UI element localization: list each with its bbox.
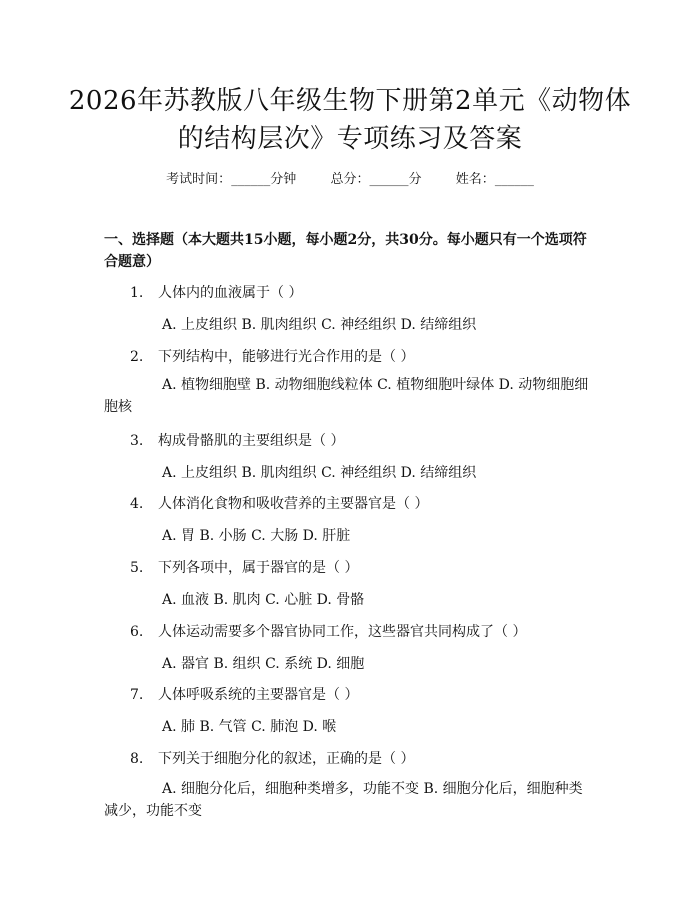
name-label: 姓名：	[455, 172, 495, 187]
question-number: 3.	[130, 433, 144, 449]
score-blank: ______	[369, 172, 409, 187]
question-number: 8.	[130, 751, 144, 767]
time-unit: 分钟	[270, 172, 297, 187]
question-1	[130, 282, 302, 304]
time-blank: ______	[231, 172, 271, 187]
name-blank: ______	[494, 172, 534, 187]
question-5-options: A. 血液 B. 肌肉 C. 心脏 D. 骨骼	[162, 592, 365, 608]
section-heading: 一、选择题（本大题共15小题，每小题2分，共30分。每小题只有一个选项符合题意）	[104, 232, 587, 270]
document-title: 2026年苏教版八年级生物下册第2单元《动物体的结构层次》专项练习及答案	[68, 86, 632, 154]
question-number: 2.	[130, 349, 144, 365]
question-3	[130, 430, 344, 452]
question-2-options: A. 植物细胞壁 B. 动物细胞线粒体 C. 植物细胞叶绿体 D. 动物细胞细胞核	[104, 377, 589, 415]
question-number: 4.	[130, 496, 144, 512]
question-2	[130, 346, 414, 368]
question-text: 人体消化食物和吸收营养的主要器官是（ ）	[158, 496, 429, 512]
question-number: 7.	[130, 687, 144, 703]
question-text: 人体内的血液属于（ ）	[158, 285, 303, 301]
question-3-options: A. 上皮组织 B. 肌肉组织 C. 神经组织 D. 结缔组织	[162, 465, 477, 481]
question-6	[130, 621, 526, 643]
question-4-options: A. 胃 B. 小肠 C. 大肠 D. 肝脏	[162, 528, 351, 544]
question-8	[130, 748, 414, 770]
question-number: 1.	[130, 285, 144, 301]
question-text: 下列各项中，属于器官的是（ ）	[158, 560, 359, 576]
question-7-options: A. 肺 B. 气管 C. 肺泡 D. 喉	[162, 719, 337, 735]
question-4	[130, 493, 428, 515]
question-text: 人体运动需要多个器官协同工作，这些器官共同构成了（ ）	[158, 624, 527, 640]
question-7	[130, 684, 358, 706]
exam-meta-line	[0, 170, 700, 190]
time-label: 考试时间：	[166, 172, 232, 187]
question-1-options: A. 上皮组织 B. 肌肉组织 C. 神经组织 D. 结缔组织	[162, 317, 477, 333]
question-8-options: A. 细胞分化后，细胞种类增多，功能不变 B. 细胞分化后，细胞种类减少，功能不变	[104, 781, 583, 819]
question-text: 构成骨骼肌的主要组织是（ ）	[158, 433, 345, 449]
question-number: 5.	[130, 560, 144, 576]
question-text: 人体呼吸系统的主要器官是（ ）	[158, 687, 359, 703]
question-text: 下列关于细胞分化的叙述，正确的是（ ）	[158, 751, 415, 767]
score-unit: 分	[408, 172, 422, 187]
question-6-options: A. 器官 B. 组织 C. 系统 D. 细胞	[162, 656, 365, 672]
score-label: 总分：	[330, 172, 370, 187]
question-5	[130, 557, 358, 579]
question-text: 下列结构中，能够进行光合作用的是（ ）	[158, 349, 415, 365]
question-number: 6.	[130, 624, 144, 640]
